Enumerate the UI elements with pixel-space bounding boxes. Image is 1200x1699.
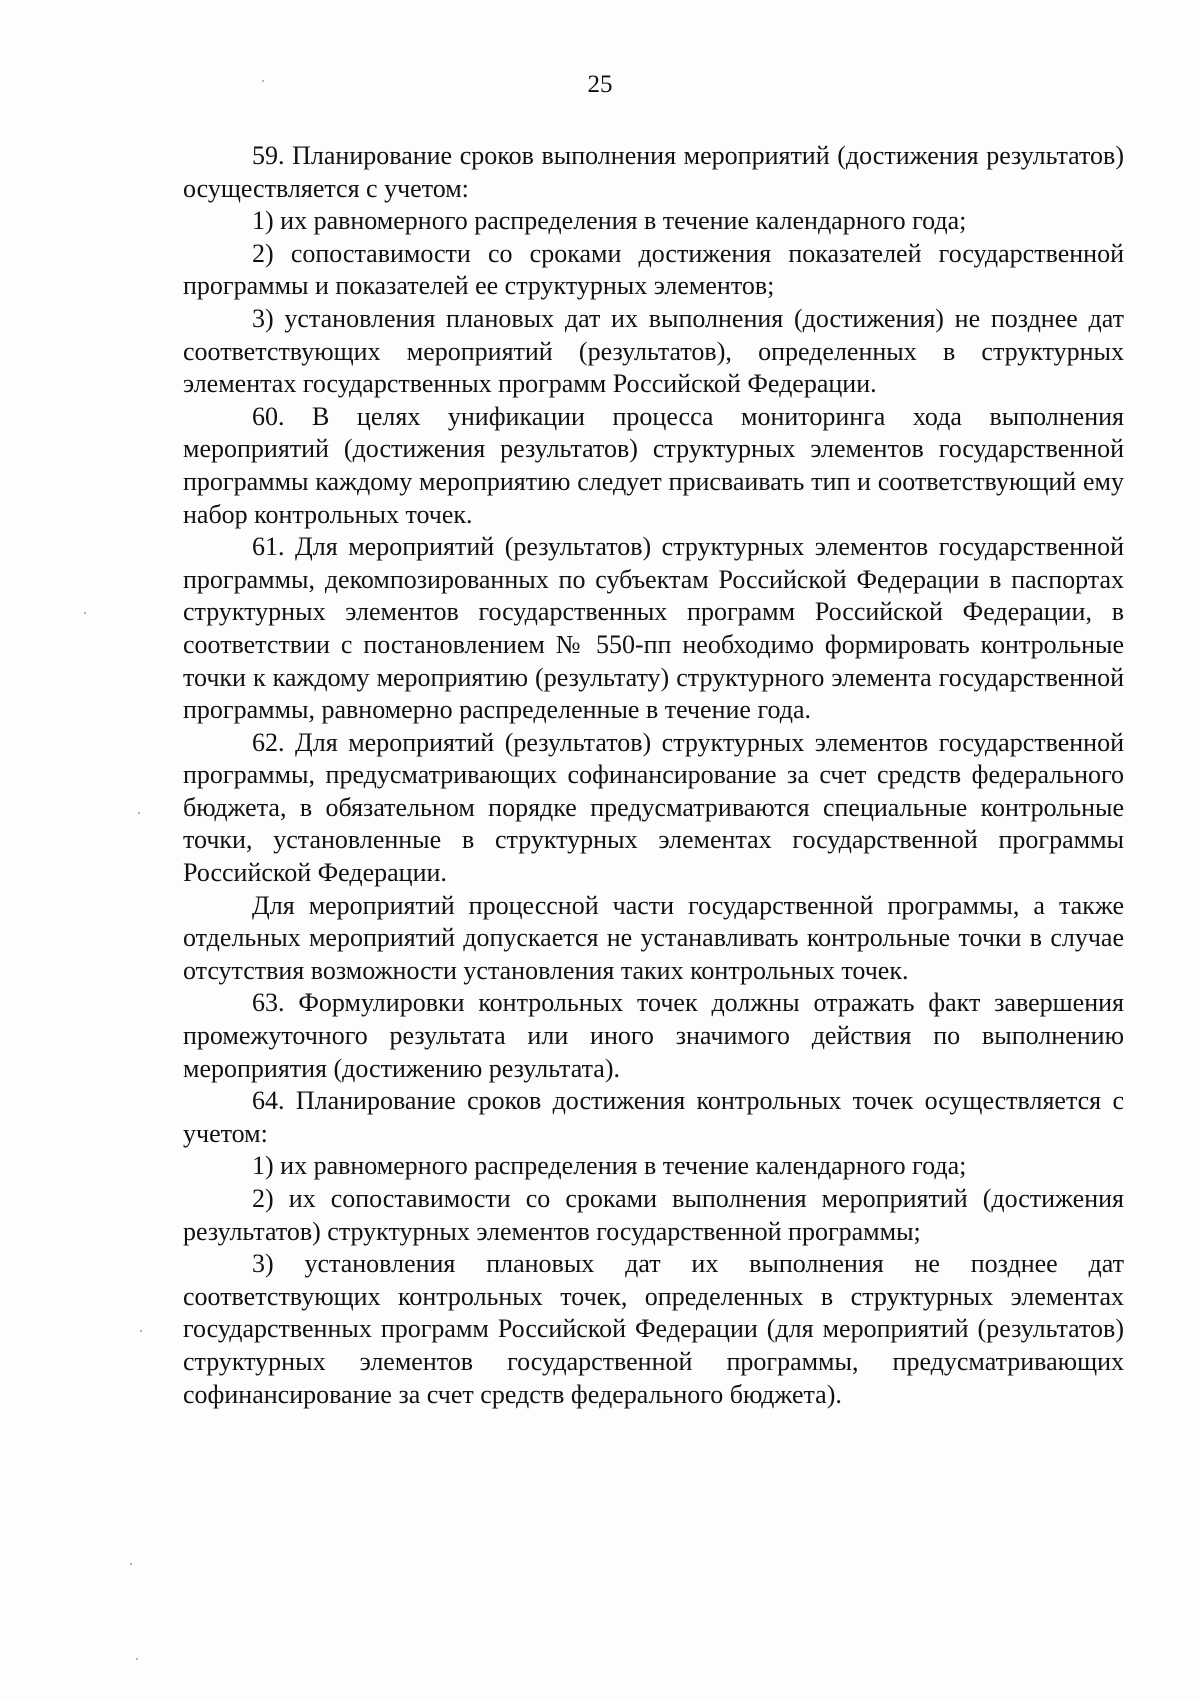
paragraph-62: 62. Для мероприятий (результатов) структурных элементов государственной программы, предусматривающих софинансирование за счет средств федерального бюджета, в обязательном порядке предусматриваются специальные контрольные точки, установленные в структурных элементах государственной программы Российской Федерации. — [183, 727, 1124, 888]
paragraph-59-item-2: 2) сопоставимости со сроками достижения показателей государственной программы и показателей ее структурных элементов; — [183, 238, 1124, 301]
paragraph-63: 63. Формулировки контрольных точек должны отражать факт завершения промежуточного результата или иного значимого действия по выполнению мероприятия (достижению результата). — [183, 988, 1124, 1083]
page-number: 25 — [587, 71, 613, 98]
scan-speck — [138, 812, 140, 814]
paragraph-64-item-1: 1) их равномерного распределения в течение календарного года; — [252, 1151, 967, 1181]
paragraph-64-item-2: 2) их сопоставимости со сроками выполнения мероприятий (достижения результатов) структурных элементов государственной программы; — [183, 1184, 1124, 1246]
paragraph-60: 60. В целях унификации процесса мониторинга хода выполнения мероприятий (достижения результатов) структурных элементов государственной программы каждому мероприятию следует присваивать тип и соответствующий ему набор контрольных точек. — [183, 401, 1124, 529]
scan-speck — [84, 612, 86, 614]
document-body — [183, 140, 1124, 1411]
scan-speck — [140, 1330, 142, 1332]
paragraph-61: 61. Для мероприятий (результатов) структурных элементов государственной программы, декомпозированных по субъектам Российской Федерации в паспортах структурных элементов государственных программ Российской Федерации, в соответствии с постановлением № 550-пп необходимо формировать контрольные точки к каждому мероприятию (результату) структурного элемента государственной программы, равномерно распределенные в течение года. — [183, 532, 1124, 725]
scan-speck — [262, 80, 264, 82]
paragraph-59-item-1: 1) их равномерного распределения в течение календарного года; — [252, 206, 967, 236]
scan-speck — [130, 1563, 132, 1565]
paragraph-64-item-3: 3) установления плановых дат их выполнения не позднее дат соответствующих контрольных точек, определенных в структурных элементах государственных программ Российской Федерации (для мероприятий (результатов) структурных элементов государственной программы, предусматривающих софинансирование за счет средств федерального бюджета). — [183, 1249, 1124, 1409]
scan-speck — [136, 1658, 138, 1660]
paragraph-59: 59. Планирование сроков выполнения мероприятий (достижения результатов) осуществляется с учетом: — [183, 141, 1124, 203]
paragraph-59-item-3: 3) установления плановых дат их выполнения (достижения) не позднее дат соответствующих мероприятий (результатов), определенных в структурных элементах государственных программ Российской Федерации. — [183, 303, 1124, 399]
paragraph-64: 64. Планирование сроков достижения контрольных точек осуществляется с учетом: — [183, 1086, 1124, 1148]
paragraph-62-note: Для мероприятий процессной части государственной программы, а также отдельных мероприятий допускается не устанавливать контрольные точки в случае отсутствия возможности установления таких контрольных точек. — [183, 890, 1124, 985]
